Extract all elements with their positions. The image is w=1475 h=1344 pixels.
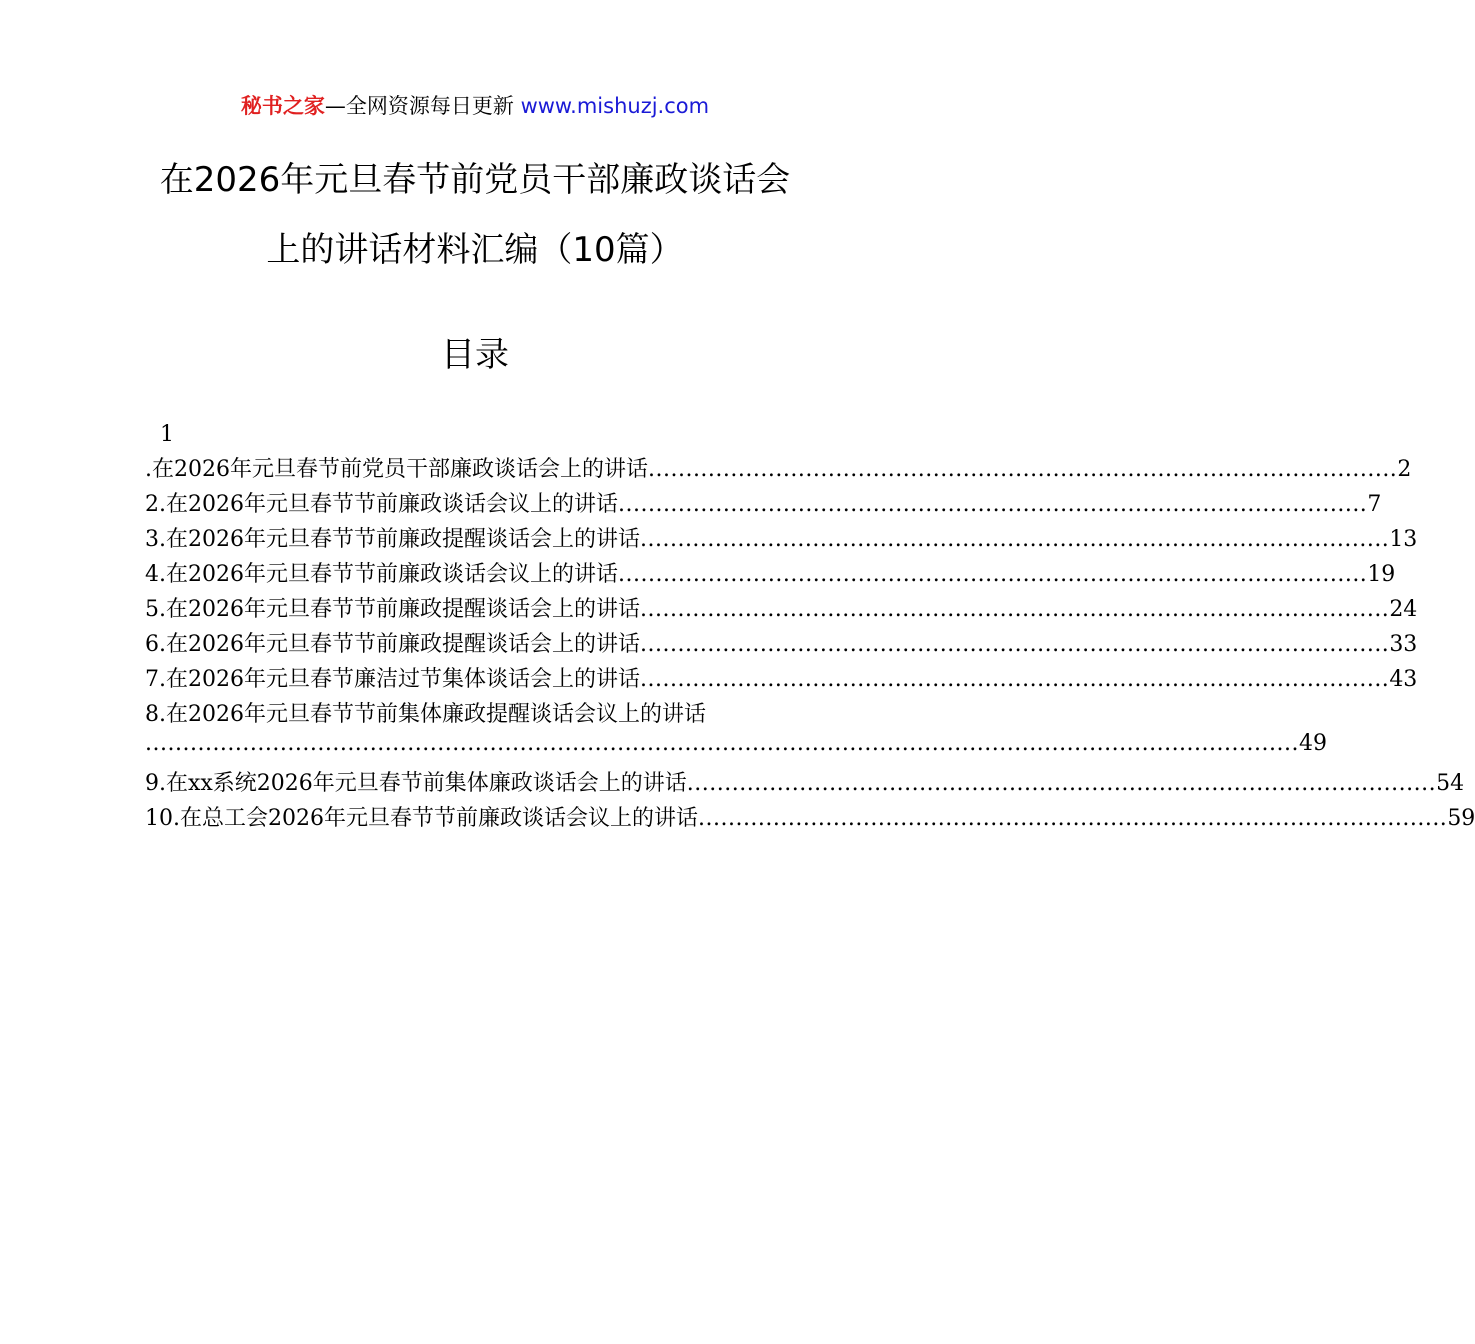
toc-entry-text: .在2026年元旦春节前党员干部廉政谈话会上的讲话 xyxy=(145,457,648,482)
toc-entry-5[interactable] xyxy=(145,592,1418,622)
toc-entry-page: 59 xyxy=(1447,806,1475,831)
toc-leader-dots: .................................................................................................... xyxy=(639,527,1390,552)
toc-entry-text: 6.在2026年元旦春节节前廉政提醒谈话会上的讲话 xyxy=(145,632,640,657)
toc-entry-3[interactable] xyxy=(145,522,1418,552)
toc-leader-dots: .................................................................................................... xyxy=(639,667,1390,692)
toc-entry-page: 24 xyxy=(1389,597,1418,622)
toc-leader-dots: .................................................................................................... xyxy=(647,457,1398,482)
toc-heading: 目录 xyxy=(441,335,509,375)
toc-leader-dots: .................................................................................................... xyxy=(639,632,1390,657)
toc-entry-8-continuation[interactable] xyxy=(145,731,1327,761)
toc-entry-page: 54 xyxy=(1436,771,1465,796)
toc-entry-text: 4.在2026年元旦春节节前廉政谈话会议上的讲话 xyxy=(145,562,618,587)
toc-entry-8[interactable] xyxy=(145,697,806,727)
document-title-line-1: 在2026年元旦春节前党员干部廉政谈话会 xyxy=(159,160,791,200)
toc-entry-page: 13 xyxy=(1389,527,1418,552)
toc-entry-page: 7 xyxy=(1367,492,1382,517)
toc-leader-dots: .................................................................................................... xyxy=(697,806,1448,831)
toc-entry-text: 5.在2026年元旦春节节前廉政提醒谈话会上的讲话 xyxy=(145,597,640,622)
toc-leader-dots: .................................................................................................... xyxy=(617,492,1368,517)
toc-leader-dots: .................................................................................................... xyxy=(639,597,1390,622)
toc-entry-1[interactable] xyxy=(145,452,1412,482)
toc-entry-text: 8.在2026年元旦春节节前集体廉政提醒谈话会议上的讲话 xyxy=(145,702,706,727)
toc-entry-10[interactable] xyxy=(145,801,1475,831)
toc-entry-page: 43 xyxy=(1389,667,1418,692)
site-banner xyxy=(0,90,950,120)
toc-first-number: 1 xyxy=(160,422,174,447)
toc-entry-page: 19 xyxy=(1367,562,1396,587)
banner-url-link[interactable]: www.mishuzj.com xyxy=(520,94,710,118)
banner-slogan: —全网资源每日更新 xyxy=(324,94,514,118)
toc-entry-text: 3.在2026年元旦春节节前廉政提醒谈话会上的讲话 xyxy=(145,527,640,552)
toc-entry-page: 2 xyxy=(1397,457,1412,482)
toc-entry-9[interactable] xyxy=(145,766,1465,796)
toc-entry-text: 9.在xx系统2026年元旦春节前集体廉政谈话会上的讲话 xyxy=(145,771,687,796)
toc-entry-text: 7.在2026年元旦春节廉洁过节集体谈话会上的讲话 xyxy=(145,667,640,692)
toc-entry-4[interactable] xyxy=(145,557,1396,587)
toc-entry-6[interactable] xyxy=(145,627,1418,657)
toc-leader-dots: .................................................................................................... xyxy=(617,562,1368,587)
document-title-line-2: 上的讲话材料汇编（10篇） xyxy=(266,230,684,270)
toc-entry-text: 10.在总工会2026年元旦春节节前廉政谈话会议上的讲话 xyxy=(145,806,698,831)
toc-leader-dots: .................................................................................................... xyxy=(686,771,1437,796)
toc-entry-2[interactable] xyxy=(145,487,1382,517)
toc-leader-dots: .......................................................................................................................................................... xyxy=(145,731,1299,756)
toc-entry-text: 2.在2026年元旦春节节前廉政谈话会议上的讲话 xyxy=(145,492,618,517)
banner-brand: 秘书之家 xyxy=(240,94,325,118)
toc-entry-page: 33 xyxy=(1389,632,1418,657)
toc-entry-7[interactable] xyxy=(145,662,1418,692)
toc-entry-page: 49 xyxy=(1298,731,1327,756)
